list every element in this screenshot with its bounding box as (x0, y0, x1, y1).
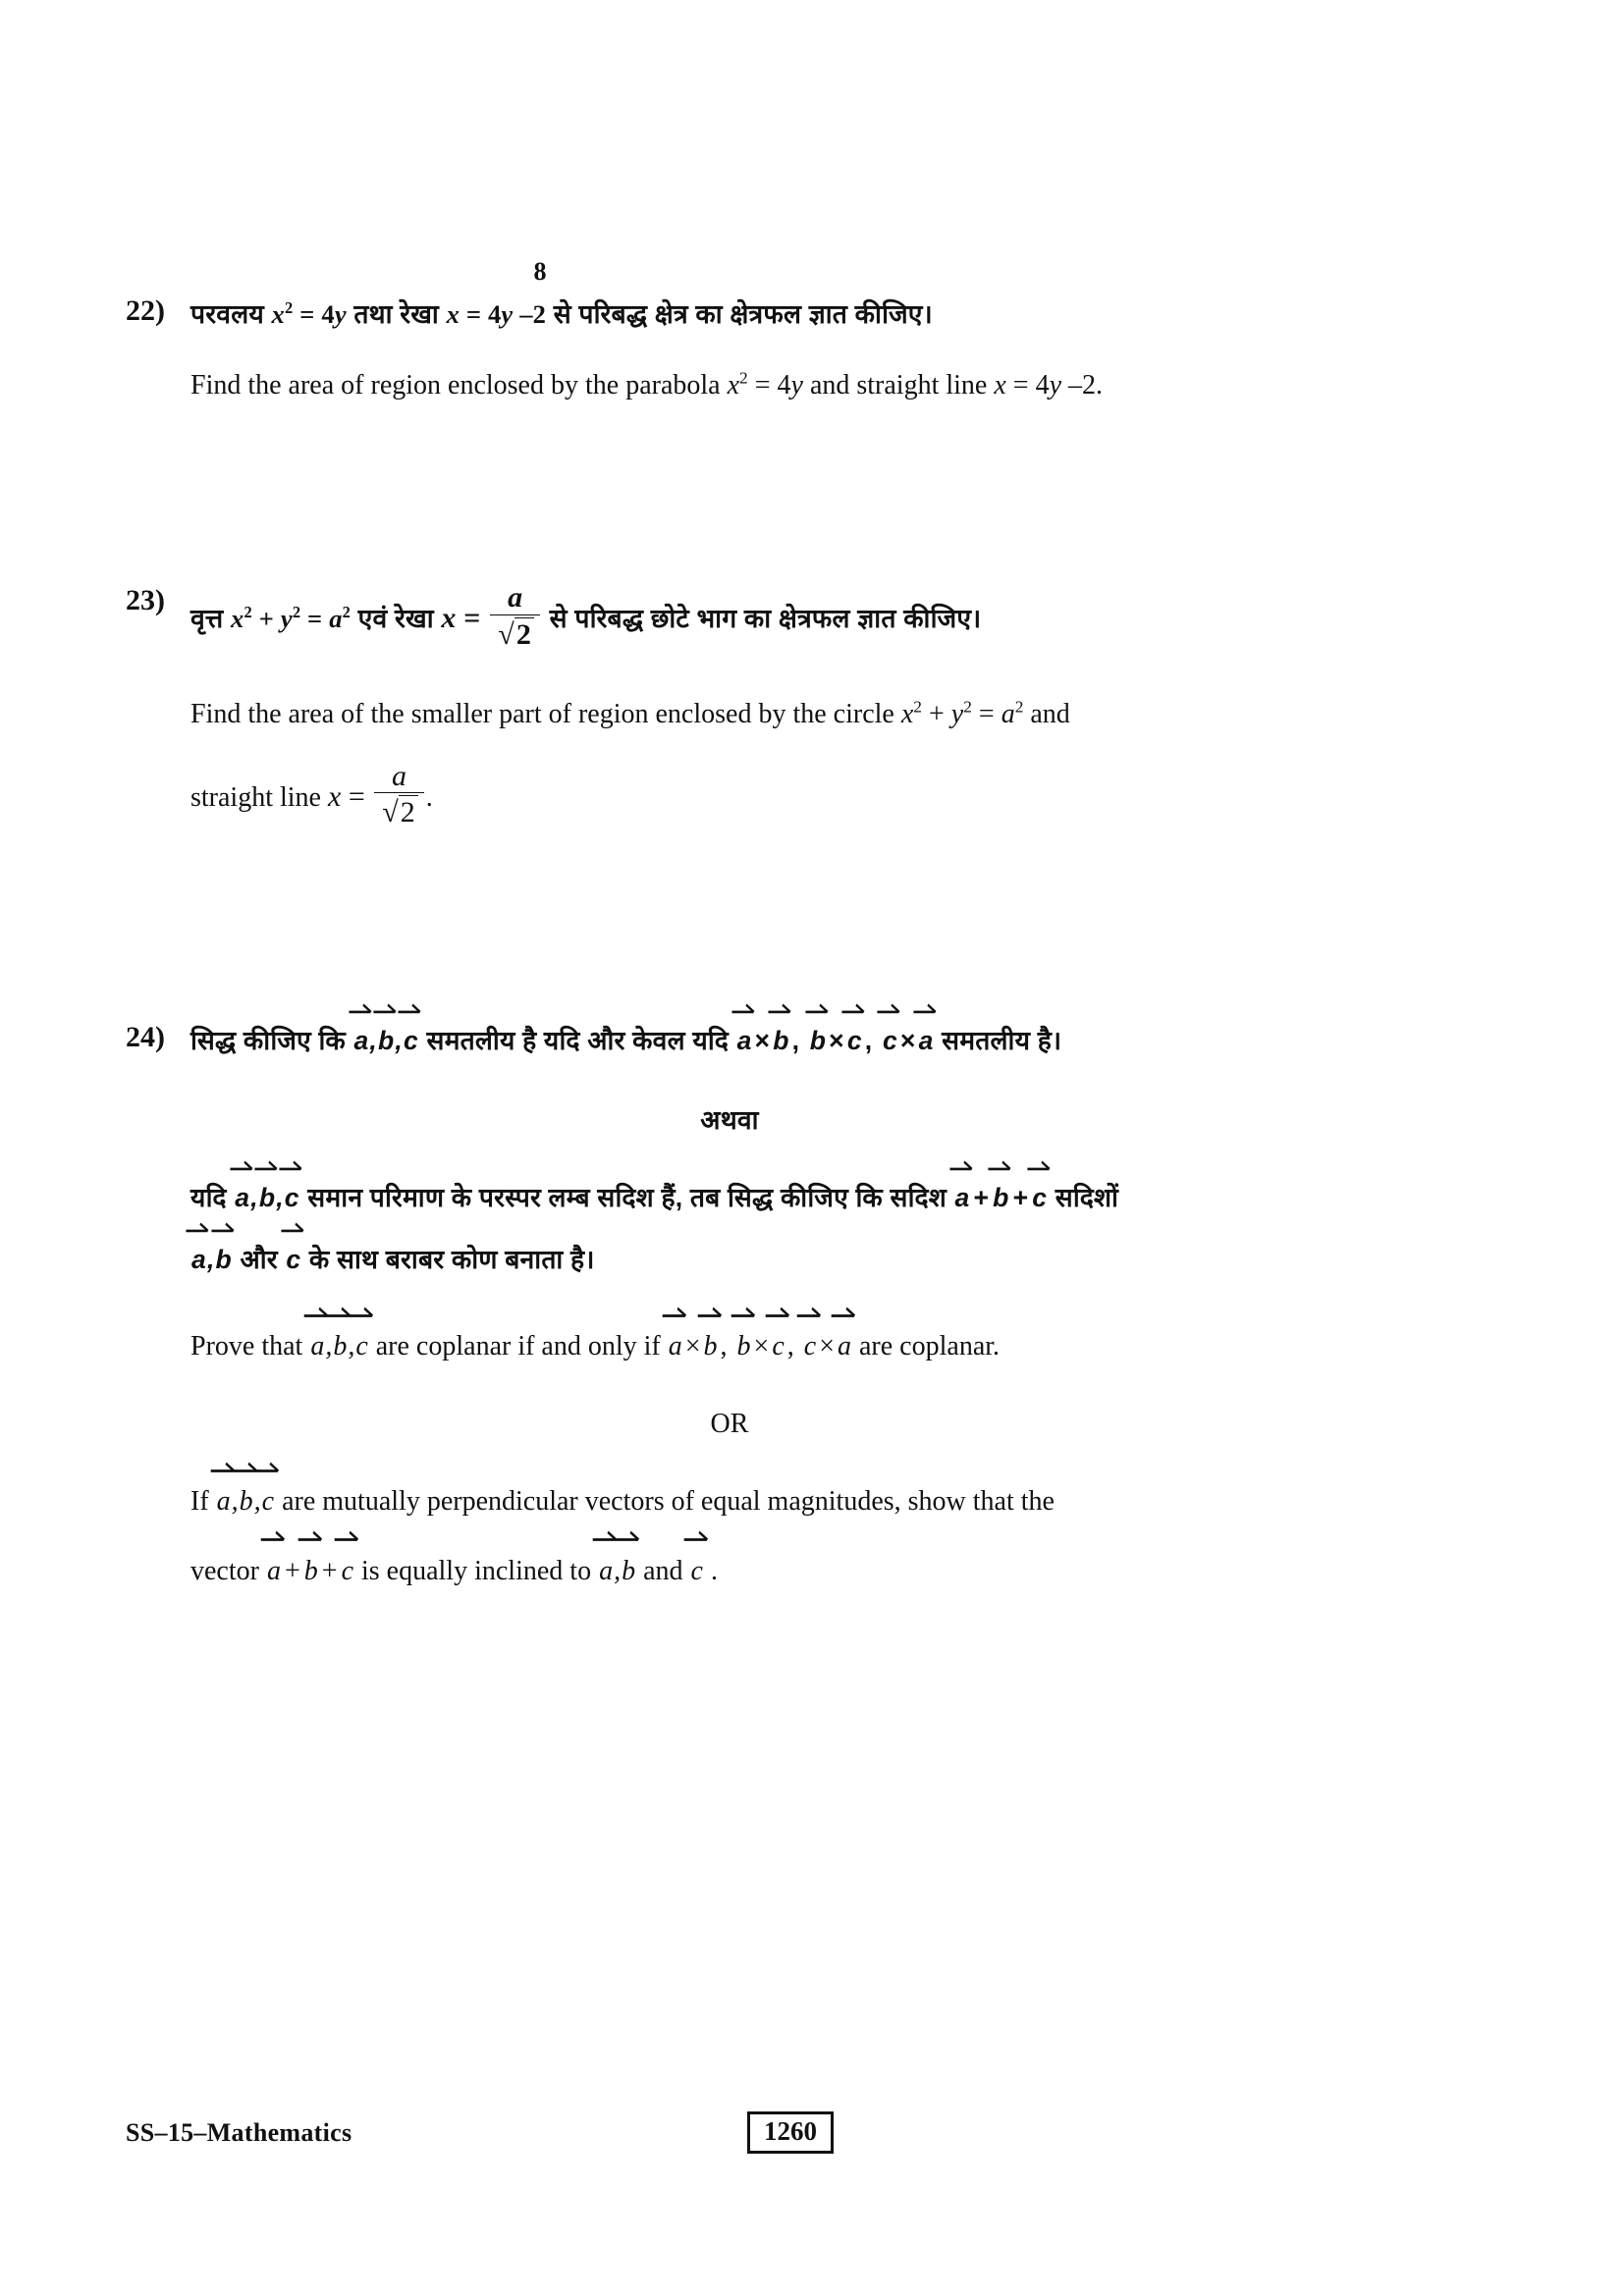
vector-a: a (598, 1550, 614, 1594)
question-24-english-alt-line1 (190, 1480, 1500, 1524)
vector-a: a (216, 1480, 232, 1524)
vector-c: c (284, 1178, 300, 1218)
q24-enalt-text-1: If (190, 1485, 216, 1517)
q22-hi-math-2: x = 4y –2 (446, 299, 547, 329)
q22-hi-text-2: तथा रेखा (346, 299, 447, 329)
question-22-number: 22) (126, 294, 165, 327)
footer-code-box: 1260 (747, 2111, 834, 2154)
vector-b: b (258, 1178, 276, 1218)
question-23-number: 23) (126, 584, 165, 616)
q24-hialt-text-5: के साथ बराबर कोण बनाता है। (301, 1245, 595, 1275)
q24-hialt-vectors-abc: a, b, c (234, 1183, 299, 1212)
q24-hi-cross-products: a × b , b × c , c × a (736, 1026, 935, 1055)
q24-en-text-3: are coplanar. (852, 1331, 1001, 1362)
q24-hialt-text-3: सदिशों (1048, 1183, 1119, 1213)
question-22-hindi (190, 294, 1500, 335)
vector-c: c (354, 1325, 368, 1369)
q24-en-vectors-abc: a, b, c (309, 1331, 368, 1362)
q24-hi-text-2: समतलीय है यदि और केवल यदि (418, 1026, 736, 1055)
vector-b: b (621, 1550, 636, 1594)
question-22-english (190, 364, 1500, 408)
vector-c: c (261, 1480, 275, 1524)
q24-hialt-text-2: समान परिमाण के परस्पर लम्ब सदिश हैं, तब सिद्ध कीजिए कि सदिश (299, 1183, 954, 1213)
q24-enalt-vector-sum: a + b + c (266, 1556, 354, 1586)
q23-en-fraction: $\frac{a}{√2}$ (374, 761, 423, 828)
question-22 (126, 294, 1500, 408)
q23-en-text-2: and (1023, 699, 1070, 729)
q22-en-text-2: and straight line (802, 370, 995, 401)
question-24-number: 24) (126, 1021, 165, 1053)
question-24-hindi-alt-line1 (190, 1178, 1500, 1218)
q22-en-text-1: Find the area of region enclosed by the parabola (190, 370, 728, 401)
q22-hi-math-1: $x^2 = 4y$ (271, 298, 347, 329)
q23-hi-fraction: $\frac{a}{√2}$ (490, 582, 540, 650)
q24-hi-text-3: समतलीय है। (934, 1026, 1062, 1055)
q22-hi-text-1: परवलय (190, 299, 272, 329)
vector-c: c (403, 1021, 419, 1061)
q23-hi-line-eq: x = $\frac{a}{√2}$ (441, 602, 542, 634)
vector-a: a (234, 1178, 250, 1218)
q23-en-circle-eq: $x^2 + y^2 = a^2$ (900, 697, 1024, 729)
q24-hi-text-1: सिद्ध कीजिए कि (190, 1026, 353, 1055)
q23-en-line-eq: x = $\frac{a}{√2}$ (328, 780, 426, 813)
question-24-hindi (190, 1021, 1500, 1061)
q24-hi-vectors-abc: a, b, c (352, 1026, 418, 1055)
vector-c: c (690, 1550, 704, 1594)
q23-en-text-1: Find the area of the smaller part of region enclosed by the circle (190, 699, 901, 729)
q24-en-text-1: Prove that (190, 1331, 310, 1362)
question-24-hindi-alt-line2: a, b और c के साथ बराबर कोण बनाता है। (190, 1240, 1500, 1280)
question-24-english (190, 1325, 1500, 1369)
question-23-english-line2 (190, 759, 1500, 830)
q24-enalt-text-4: is equally inclined to (354, 1555, 599, 1586)
vector-a: a (190, 1240, 207, 1280)
q22-hi-text-3: से परिबद्ध क्षेत्र का क्षेत्रफल ज्ञात कीजिए। (546, 299, 933, 329)
vector-a: a (352, 1021, 369, 1061)
q24-enalt-text-6: . (703, 1555, 718, 1586)
q23-hi-circle-eq: $x^2 + y^2 = a^2$ (231, 603, 352, 633)
q24-en-text-2: are coplanar if and only if (368, 1331, 668, 1362)
q24-hialt-text-1: यदि (190, 1183, 235, 1213)
vector-b: b (377, 1021, 395, 1061)
q24-hialt-text-4: और (232, 1245, 286, 1275)
page-number: 8 (533, 257, 547, 286)
question-23-english-line1 (190, 693, 1500, 737)
q24-enalt-text-2: are mutually perpendicular vectors of equal magnitudes, show that the (275, 1485, 1055, 1517)
question-24-english-alt-line2: vector a + b + c is equally inclined to a, b and c . (190, 1550, 1500, 1594)
footer-paper-code: SS–15–Mathematics (126, 2118, 352, 2147)
q24-enalt-vectors-abc: a, b, c (216, 1486, 275, 1517)
vector-b: b (239, 1480, 254, 1524)
q23-hi-text-3: से परिबद्ध छोटे भाग का क्षेत्रफल ज्ञात कीजिए। (542, 603, 982, 633)
q24-hialt-vector-sum: a + b + c (954, 1183, 1049, 1212)
vector-a: a (309, 1325, 325, 1369)
q24-en-cross-products: a × b , b × c , c × a (668, 1331, 852, 1362)
vector-b: b (332, 1325, 348, 1369)
question-23 (126, 581, 1500, 830)
vector-b: b (215, 1240, 233, 1280)
question-24-or-hindi: अथवा (700, 1105, 759, 1136)
q24-enalt-text-3: vector (190, 1555, 266, 1586)
question-24-or-english: OR (710, 1409, 749, 1440)
q23-hi-text-2: एवं रेखा (351, 603, 442, 633)
question-23-hindi (190, 581, 1500, 652)
q22-en-math-1: $x^2 = 4y$ (727, 368, 803, 401)
vector-c: c (285, 1240, 301, 1280)
q24-enalt-text-5: and (636, 1555, 690, 1586)
q22-en-math-2: x = 4y –2. (994, 370, 1104, 401)
question-24 (126, 1021, 1500, 1593)
q23-hi-text-1: वृत्त (190, 603, 232, 633)
q23-en-text-3: straight line (190, 781, 328, 813)
q23-en-text-4: . (425, 781, 433, 813)
